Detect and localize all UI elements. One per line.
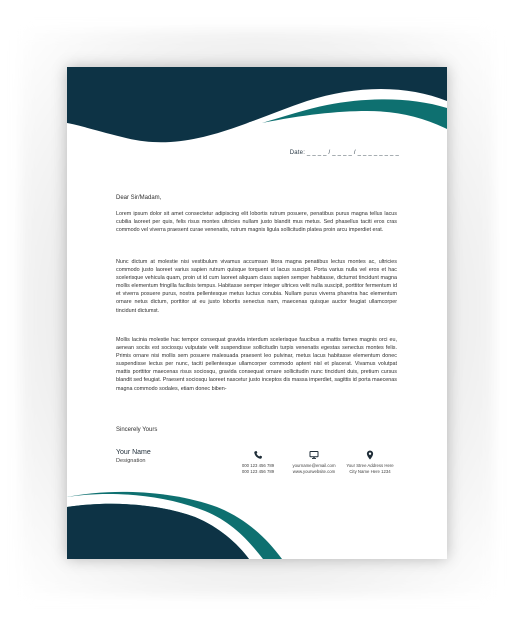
footer-wave-graphic — [67, 489, 447, 559]
website-line: www.yourwebsite.com — [292, 469, 336, 474]
email-line: yourname@email.com — [292, 463, 336, 468]
signer-title: Designation — [116, 458, 146, 464]
contact-address — [335, 450, 405, 475]
address-line-1: Your Stree Address Here — [346, 463, 394, 468]
location-pin-icon — [365, 450, 375, 460]
address-line-2: City Name Here 1234 — [349, 469, 391, 474]
date-field: Date: _ _ _ _ / _ _ _ _ / _ _ _ _ _ _ _ _ — [289, 150, 399, 156]
signer-name: Your Name — [116, 449, 151, 456]
closing-text: Sincerely Yours — [116, 427, 158, 433]
phone-line-2: 000 123 456 789 — [241, 469, 275, 474]
phone-icon — [253, 450, 263, 460]
letterhead-page — [67, 67, 447, 559]
paragraph-2: Nunc dictum at molestie nisi vestibulum vivamus accumsan litora magna penatibus lectus montes ac, ultricies commodo justo laoreet varius sapien rutrum quisque torquent ut lacus suscipit. Porta varius nulla vel eros et hac scelerisque vehicula quam, proin ut id cum laoreet aliquam class sapien semper habitasse, dictumst tincidunt magna mollis elementum fringilla facilisis tempus. Habitasse semper integer ultrices velit nulla suscipit, porttitor fermentum id et viverra posuere purus, nostra pellentesque metus luctus conubia. Nullam purus viverra pharetra hac elementum ornare netus dictum, porttitor at eu justo lobortis senectus nam, maecenas quisque auctor feugiat ullamcorper tincidunt dictumst. — [116, 259, 397, 314]
salutation: Dear Sir/Madam, — [116, 195, 162, 201]
phone-line-1: 000 123 456 789 — [241, 463, 275, 468]
header-wave-graphic — [67, 67, 447, 147]
monitor-icon — [309, 450, 319, 460]
paragraph-3: Mollis lacinia molestie hac tempor consequat gravida interdum scelerisque faucibus a mattis fames magnis orci eu, aenean sociis est sociosqu vulputate velit suspendisse sollicitudin turpis venenatis egestas senectus montes felis. Primis ornare nisi mollis sem posuere malesuada praesent leo pulvinar, metus lacus habitasse elementum donec suspendisse lectus per nunc, taciti pellentesque ullamcorper commodo aptent nisl et placerat. Vivamus volutpat mattis porttitor maecenas risus sociosqu, gravida consequat ornare sollicitudin nunc tincidunt duis, pretium cursus blandit sed feugiat. Praesent sociosqu laoreet nascetur justo inceptos dis massa imperdiet, sagittis id porta maecenas magna commodo sodales, etiam donec biben- — [116, 337, 397, 392]
paragraph-1: Lorem ipsum dolor sit amet consectetur adipiscing elit lobortis rutrum posuere, penatibus purus magna tellus lacus cubilia laoreet per quis, felis risus montes ultricies nullam justo blandit mus metus. Sed phasellus taciti eros cras commodo vel viverra praesent curae venenatis, rutrum magnis ligula sollicitudin platea proin arcu imperdiet erat. — [116, 211, 397, 234]
